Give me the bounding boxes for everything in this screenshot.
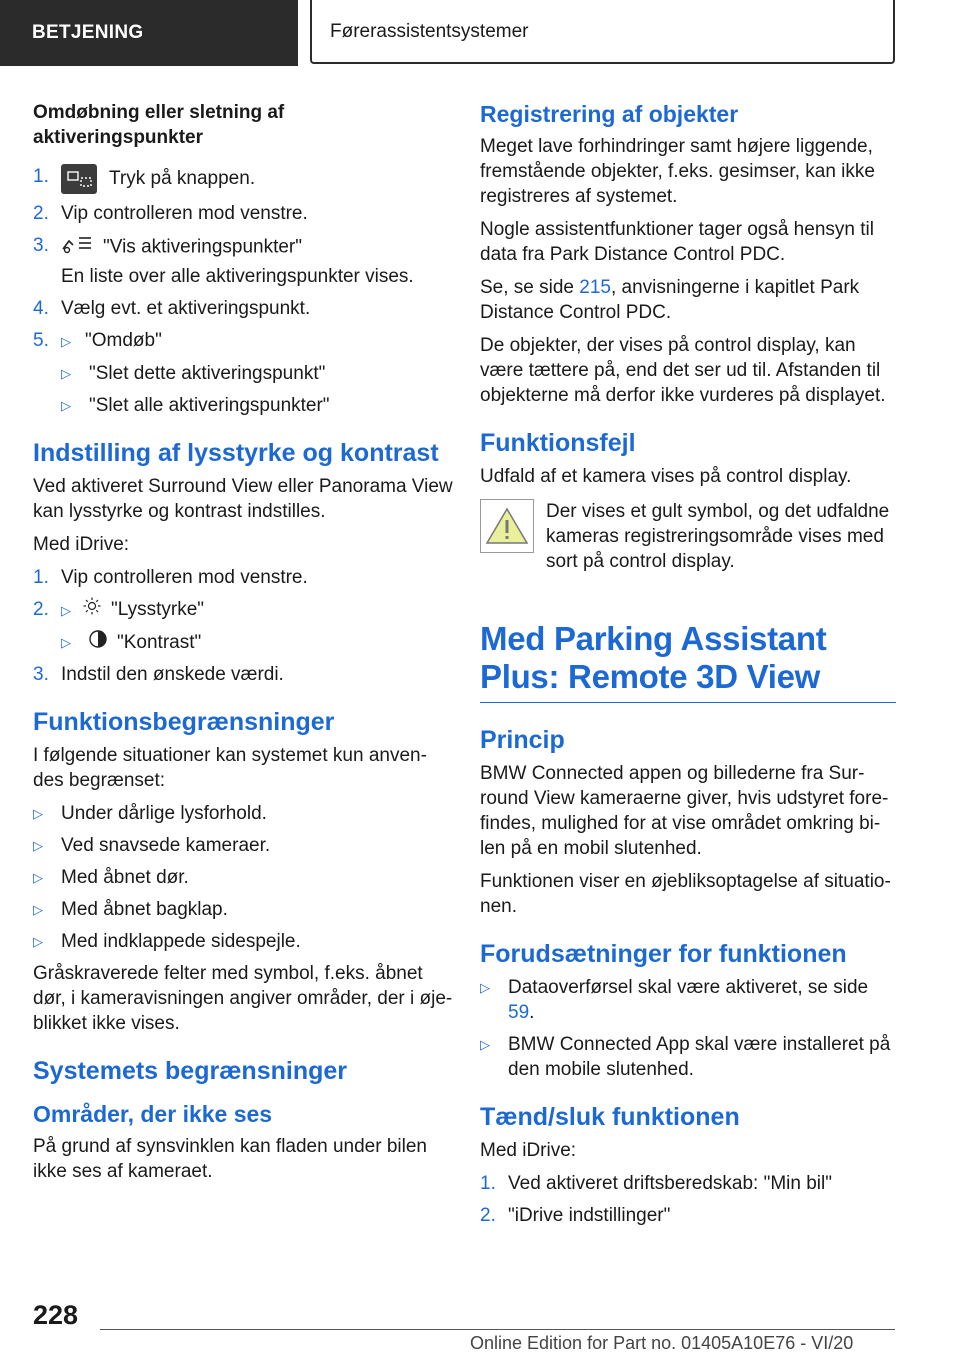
page-header <box>0 0 960 66</box>
step-text: Indstil den ønskede værdi. <box>61 664 284 686</box>
section-tab: BETJENING <box>0 0 298 66</box>
step-2 <box>33 201 453 226</box>
list-item <box>33 897 453 922</box>
triangle-bullet-icon: ▷ <box>61 334 71 349</box>
step-text: Vip controlleren mod venstre. <box>61 567 308 588</box>
list-item <box>480 975 896 1025</box>
step-text: "iDrive indstillinger" <box>508 1205 671 1226</box>
fault-p1: Udfald af et kamera vises på control display. <box>480 466 852 487</box>
contrast-icon <box>89 630 107 655</box>
page-link-215[interactable]: 215 <box>579 277 611 298</box>
brightness-intro: Ved aktiveret Surround View eller Panorama View kan lysstyrke og kontrast indstilles. <box>33 476 453 522</box>
text: Dataoverførsel skal være aktiveret, se side <box>508 977 869 998</box>
requirements-section <box>480 939 896 1082</box>
triangle-bullet-icon: ▷ <box>33 870 43 886</box>
fault-title: Funktionsfejl <box>480 429 636 457</box>
sub-item <box>61 361 453 386</box>
step-text: "Lysstyrke" <box>111 599 205 620</box>
page-link-59[interactable]: 59 <box>508 1002 530 1023</box>
sub-item-text: "Slet dette aktiveringspunkt" <box>89 363 326 384</box>
list-item-text: Ved snavsede kameraer. <box>61 835 271 857</box>
step-number: 1. <box>33 166 49 187</box>
text: . <box>529 1002 535 1023</box>
triangle-bullet-icon: ▷ <box>480 980 490 995</box>
sub-item-text: "Slet alle aktiveringspunkter" <box>89 395 330 416</box>
blind-areas-text: På grund af synsvinklen kan fladen under bilen ikke ses af kameraet. <box>33 1136 427 1183</box>
footer-divider <box>100 1329 895 1330</box>
brightness-icon <box>83 597 101 622</box>
triangle-bullet-icon: ▷ <box>61 603 71 618</box>
subheading-rename: Omdøbning eller sletning af aktiveringspunkter <box>33 102 285 148</box>
step-number: 1. <box>33 567 49 588</box>
princip-p1: BMW Connected appen og billederne fra Sur-round View kameraerne giver, hvis udstyret fore-findes, mulighed for at vise området omkring bi-len på en mobil slutenhed. <box>480 763 889 859</box>
sub-item <box>61 393 453 418</box>
list-item-text: Med åbnet dør. <box>61 867 189 889</box>
brightness-section <box>33 438 453 687</box>
step-text: Ved aktiveret driftsberedskab: "Min bil" <box>508 1173 832 1194</box>
remote-3d-heading <box>480 620 896 703</box>
warning-note <box>480 499 896 574</box>
blind-areas-title: Områder, der ikke ses <box>33 1101 273 1128</box>
list-item <box>33 833 453 858</box>
princip-p2: Funktionen viser en øjebliksoptagelse af situatio-nen. <box>480 871 891 917</box>
triangle-bullet-icon: ▷ <box>33 838 43 854</box>
registration-p1: Meget lave forhindringer samt højere liggende, fremstående objekter, f.eks. gesimser, kan ikke registreres af systemet. <box>480 136 875 207</box>
list-item <box>33 865 453 890</box>
step-5 <box>33 328 453 354</box>
edition-text: Online Edition for Part no. 01405A10E76 - VI/20 <box>470 1333 854 1353</box>
toggle-title: Tænd/sluk funktionen <box>480 1103 740 1131</box>
list-item-text: Med indklappede sidespejle. <box>61 931 301 953</box>
system-limits-section <box>33 1056 453 1184</box>
requirements-title: Forudsætninger for funktionen <box>480 940 847 968</box>
registration-p2: Nogle assistentfunktioner tager også hensyn til data fra Park Distance Control PDC. <box>480 219 874 265</box>
step-number: 2. <box>480 1205 496 1226</box>
step-number: 4. <box>33 298 49 319</box>
list-item <box>33 801 453 826</box>
triangle-bullet-icon: ▷ <box>61 366 71 381</box>
step-3-continued <box>33 264 453 289</box>
registration-p4: De objekter, der vises på control display, kan være tættere på, end det ser ud til. Afstanden til objekterne må derfor ikke vurderes på displayet. <box>480 335 886 406</box>
registration-p3 <box>480 275 896 325</box>
step-number: 2. <box>33 203 49 224</box>
step-text: "Omdøb" <box>85 330 162 351</box>
text: Se, se side <box>480 277 580 298</box>
activation-points-icon <box>61 233 93 262</box>
step-text: Tryk på knappen. <box>109 168 256 190</box>
step-4 <box>33 296 453 321</box>
camera-button-icon <box>61 164 97 194</box>
sub-item <box>61 630 453 655</box>
left-column <box>33 100 453 1192</box>
toggle-section <box>480 1102 896 1228</box>
step-number: 3. <box>33 235 49 256</box>
registration-title: Registrering af objekter <box>480 101 739 127</box>
step-2 <box>480 1203 896 1228</box>
page-number: 228 <box>33 1300 79 1330</box>
limits-intro: I følgende situationer kan systemet kun anven-des begrænset: <box>33 745 427 792</box>
system-limits-title: Systemets begrænsninger <box>33 1057 347 1086</box>
step-3 <box>33 233 453 262</box>
triangle-bullet-icon: ▷ <box>33 806 43 822</box>
step-number: 1. <box>480 1173 496 1194</box>
warning-triangle-icon <box>480 499 534 553</box>
idrive-label: Med iDrive: <box>480 1140 577 1161</box>
list-item-text: Under dårlige lysforhold. <box>61 803 267 825</box>
remote-3d-title: Med Parking Assistant Plus: Remote 3D View <box>480 620 827 695</box>
triangle-bullet-icon: ▷ <box>33 902 43 918</box>
limits-section <box>33 707 453 1036</box>
list-item-text: BMW Connected App skal være installeret på den mobile slutenhed. <box>508 1034 891 1080</box>
triangle-bullet-icon: ▷ <box>61 635 71 650</box>
step-1 <box>480 1171 896 1196</box>
princip-title: Princip <box>480 726 565 754</box>
step-1 <box>33 565 453 590</box>
list-item <box>33 929 453 954</box>
limits-note: Gråskraverede felter med symbol, f.eks. åbnet dør, i kameravisningen angiver områder, der i øje-blikket ikke vises. <box>33 963 453 1035</box>
list-item <box>480 1032 896 1082</box>
warning-text: Der vises et gult symbol, og det udfaldne kameras registreringsområde vises med sort på control display. <box>546 501 890 572</box>
limits-title: Funktionsbegrænsninger <box>33 708 335 737</box>
idrive-label: Med iDrive: <box>33 534 130 555</box>
chapter-tab: Førerassistentsystemer <box>310 0 895 64</box>
list-item-text: Med åbnet bagklap. <box>61 899 228 921</box>
step-text: En liste over alle aktiveringspunkter vises. <box>61 266 414 287</box>
triangle-bullet-icon: ▷ <box>33 934 43 950</box>
step-number: 5. <box>33 330 49 351</box>
step-number: 3. <box>33 664 49 686</box>
step-text: Vælg evt. et aktiveringspunkt. <box>61 298 311 319</box>
fault-section <box>480 428 896 574</box>
right-column <box>480 100 896 1235</box>
step-text: "Vis aktiveringspunkter" <box>103 236 303 258</box>
step-text: Vip controlleren mod venstre. <box>61 203 308 224</box>
triangle-bullet-icon: ▷ <box>61 398 71 413</box>
text: , anvisningerne i kapitlet Park Distance Control PDC. <box>480 277 860 323</box>
step-number: 2. <box>33 599 49 620</box>
step-1 <box>33 164 453 194</box>
sub-item-text: "Kontrast" <box>117 632 202 653</box>
brightness-title: Indstilling af lysstyrke og kontrast <box>33 439 439 467</box>
triangle-bullet-icon: ▷ <box>480 1037 490 1052</box>
step-3 <box>33 662 453 687</box>
step-2 <box>33 597 453 623</box>
